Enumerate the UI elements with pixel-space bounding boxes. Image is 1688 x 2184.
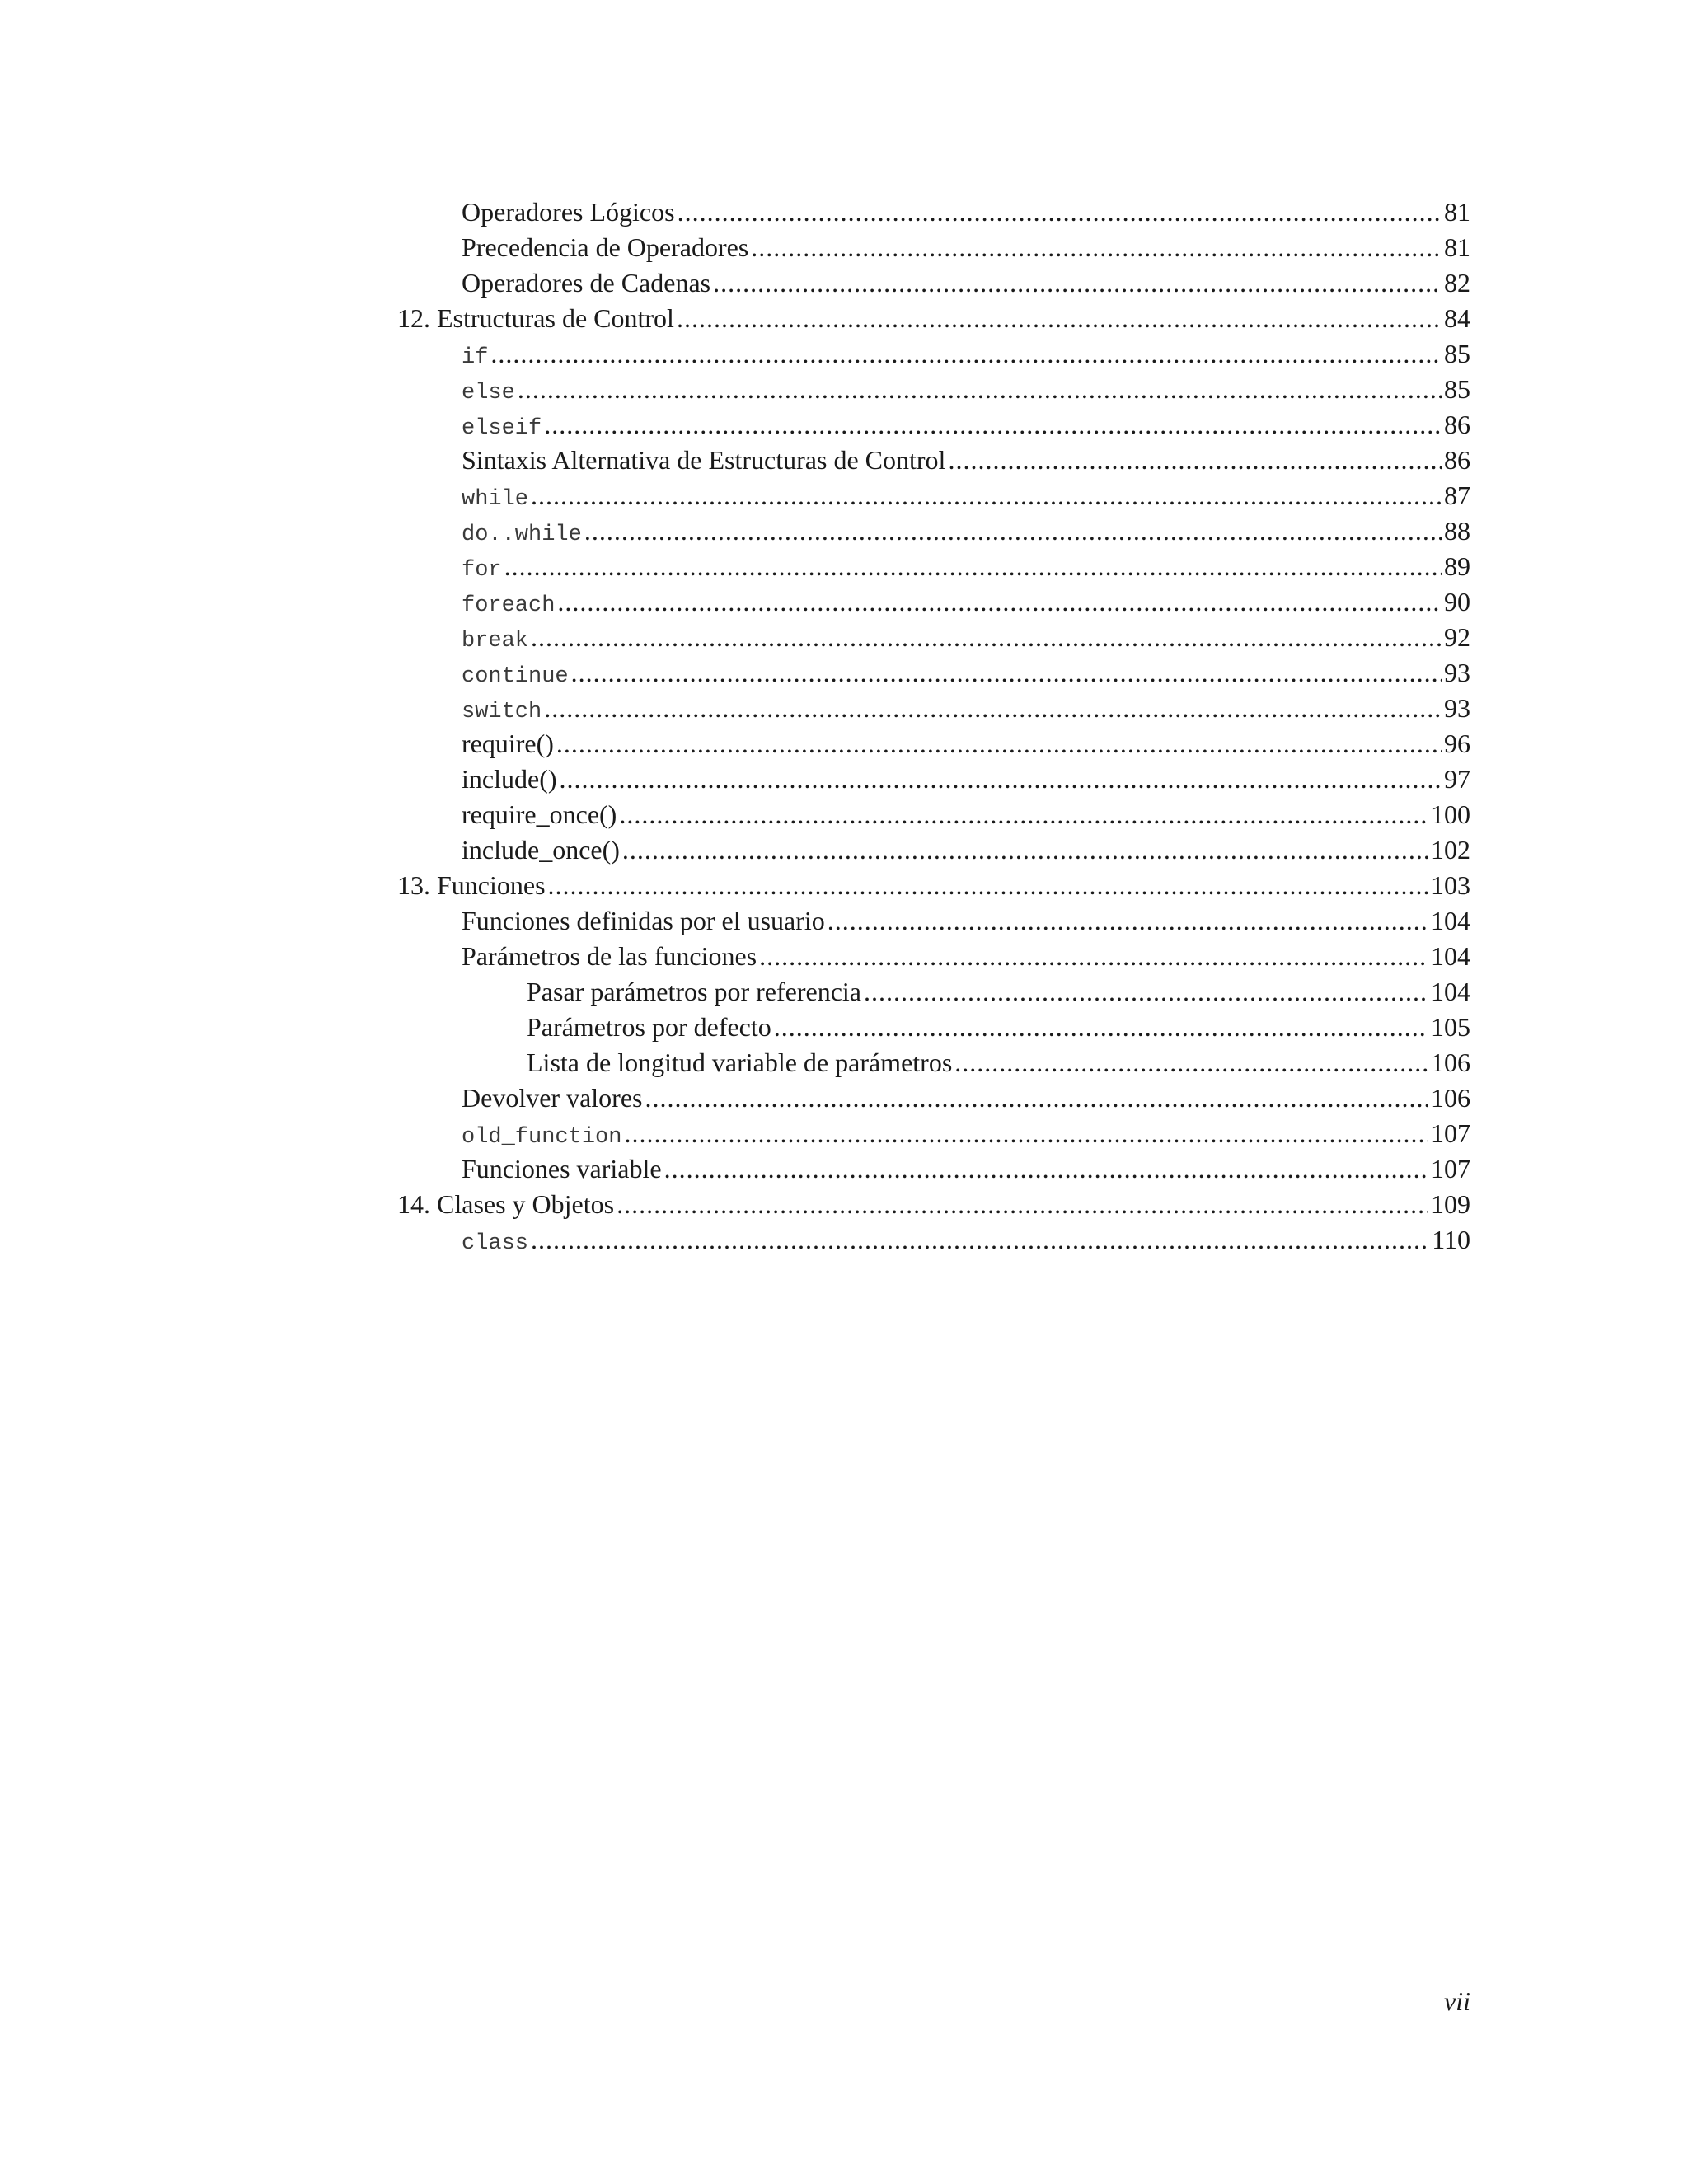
toc-entry-title: class bbox=[462, 1231, 529, 1256]
toc-dot-leader bbox=[954, 1045, 1428, 1080]
toc-entry-page: 82 bbox=[1444, 268, 1470, 298]
toc-entry[interactable] bbox=[462, 762, 1470, 797]
toc-entry-page: 87 bbox=[1444, 480, 1470, 510]
toc-dot-leader bbox=[531, 478, 1442, 513]
toc-dot-leader bbox=[560, 762, 1442, 797]
toc-entry[interactable] bbox=[462, 691, 1470, 726]
toc-entry[interactable] bbox=[462, 620, 1470, 655]
toc-entry-title: else bbox=[462, 381, 515, 405]
toc-dot-leader bbox=[548, 868, 1428, 903]
toc-entry[interactable] bbox=[462, 549, 1470, 584]
toc-entry-page: 84 bbox=[1444, 303, 1470, 333]
toc-entry-page: 81 bbox=[1444, 197, 1470, 227]
toc-entry-title: 14. Clases y Objetos bbox=[397, 1189, 615, 1219]
toc-dot-leader bbox=[751, 230, 1442, 265]
toc-dot-leader bbox=[678, 194, 1442, 230]
toc-entry-page: 81 bbox=[1444, 232, 1470, 262]
toc-entry[interactable] bbox=[462, 1080, 1470, 1116]
toc-dot-leader bbox=[624, 1116, 1428, 1151]
toc-entry-title: break bbox=[462, 629, 529, 654]
toc-entry-title: foreach bbox=[462, 593, 556, 618]
toc-entry-title: 13. Funciones bbox=[397, 870, 546, 900]
toc-entry[interactable] bbox=[397, 1187, 1470, 1222]
toc-entry[interactable] bbox=[462, 513, 1470, 549]
toc-entry-title: Devolver valores bbox=[462, 1083, 643, 1113]
toc-entry[interactable] bbox=[462, 655, 1470, 691]
toc-entry-title: Precedencia de Operadores bbox=[462, 232, 749, 262]
toc-entry-page: 86 bbox=[1444, 410, 1470, 439]
toc-entry[interactable] bbox=[462, 584, 1470, 620]
toc-entry-page: 92 bbox=[1444, 622, 1470, 652]
page-number: vii bbox=[1444, 1986, 1470, 2016]
toc-dot-leader bbox=[774, 1010, 1428, 1045]
toc-dot-leader bbox=[518, 372, 1442, 407]
toc-entry-page: 97 bbox=[1444, 764, 1470, 794]
toc-entry-title: while bbox=[462, 487, 529, 512]
toc-entry[interactable] bbox=[462, 194, 1470, 230]
toc-entry[interactable] bbox=[397, 868, 1470, 903]
toc-entry-page: 96 bbox=[1444, 729, 1470, 758]
toc-entry[interactable] bbox=[462, 230, 1470, 265]
toc-entry-title: require_once() bbox=[462, 799, 617, 829]
toc-entry[interactable] bbox=[527, 1045, 1470, 1080]
toc-entry-title: Parámetros por defecto bbox=[527, 1012, 771, 1042]
toc-dot-leader bbox=[556, 726, 1442, 762]
toc-dot-leader bbox=[617, 1187, 1428, 1222]
toc-entry-title: Lista de longitud variable de parámetros bbox=[527, 1047, 953, 1077]
toc-entry-page: 105 bbox=[1431, 1012, 1470, 1042]
toc-entry[interactable] bbox=[462, 407, 1470, 443]
toc-entry-page: 109 bbox=[1431, 1189, 1470, 1219]
toc-dot-leader bbox=[584, 513, 1442, 549]
toc-dot-leader bbox=[828, 903, 1428, 939]
toc-entry[interactable] bbox=[527, 974, 1470, 1010]
toc-dot-leader bbox=[619, 797, 1428, 832]
toc-dot-leader bbox=[531, 620, 1442, 655]
toc-entry-title: Parámetros de las funciones bbox=[462, 941, 757, 971]
toc-entry-page: 100 bbox=[1431, 799, 1470, 829]
toc-entry-title: Funciones variable bbox=[462, 1154, 662, 1183]
toc-entry-page: 85 bbox=[1444, 374, 1470, 404]
toc-entry-title: if bbox=[462, 345, 489, 370]
toc-entry-page: 104 bbox=[1431, 977, 1470, 1006]
toc-entry-page: 90 bbox=[1444, 587, 1470, 616]
toc-entry-title: Sintaxis Alternativa de Estructuras de Control bbox=[462, 445, 946, 475]
toc-entry-title: Funciones definidas por el usuario bbox=[462, 906, 825, 935]
toc-entry-page: 104 bbox=[1431, 941, 1470, 971]
toc-entry-page: 85 bbox=[1444, 339, 1470, 368]
toc-entry-page: 102 bbox=[1431, 835, 1470, 865]
toc-entry-page: 106 bbox=[1431, 1083, 1470, 1113]
toc-entry-page: 107 bbox=[1431, 1154, 1470, 1183]
toc-entry-title: for bbox=[462, 558, 502, 583]
toc-entry-title: Pasar parámetros por referencia bbox=[527, 977, 861, 1006]
toc-entry[interactable] bbox=[527, 1010, 1470, 1045]
toc-entry-page: 103 bbox=[1431, 870, 1470, 900]
toc-entry[interactable] bbox=[462, 336, 1470, 372]
toc-entry[interactable] bbox=[462, 797, 1470, 832]
toc-entry-page: 88 bbox=[1444, 516, 1470, 546]
toc-entry-title: include_once() bbox=[462, 835, 620, 865]
toc-dot-leader bbox=[645, 1080, 1428, 1116]
toc-entry[interactable] bbox=[462, 372, 1470, 407]
toc-entry[interactable] bbox=[462, 1151, 1470, 1187]
toc-entry-page: 86 bbox=[1444, 445, 1470, 475]
toc-entry-page: 104 bbox=[1431, 906, 1470, 935]
toc-entry-title: require() bbox=[462, 729, 554, 758]
toc-entry[interactable] bbox=[462, 443, 1470, 478]
toc-dot-leader bbox=[544, 691, 1442, 726]
toc-entry-title: old_function bbox=[462, 1125, 622, 1150]
toc-entry-title: 12. Estructuras de Control bbox=[397, 303, 674, 333]
toc-entry[interactable] bbox=[462, 903, 1470, 939]
toc-dot-leader bbox=[531, 1222, 1429, 1258]
toc-entry-title: Operadores de Cadenas bbox=[462, 268, 711, 298]
toc-entry[interactable] bbox=[462, 1116, 1470, 1151]
toc-entry[interactable] bbox=[462, 726, 1470, 762]
toc-dot-leader bbox=[759, 939, 1428, 974]
toc-entry-title: Operadores Lógicos bbox=[462, 197, 675, 227]
toc-entry-page: 106 bbox=[1431, 1047, 1470, 1077]
toc-entry[interactable] bbox=[462, 939, 1470, 974]
toc-dot-leader bbox=[504, 549, 1442, 584]
toc-dot-leader bbox=[713, 265, 1442, 301]
toc-dot-leader bbox=[571, 655, 1442, 691]
toc-entry-title: continue bbox=[462, 664, 569, 689]
toc-entry-title: elseif bbox=[462, 416, 542, 441]
toc-dot-leader bbox=[948, 443, 1442, 478]
toc-entry[interactable] bbox=[462, 265, 1470, 301]
toc-dot-leader bbox=[557, 584, 1442, 620]
toc-entry-page: 93 bbox=[1444, 658, 1470, 687]
toc-entry-title: do..while bbox=[462, 523, 582, 547]
toc-dot-leader bbox=[490, 336, 1442, 372]
toc-entry-page: 93 bbox=[1444, 693, 1470, 723]
toc-dot-leader bbox=[544, 407, 1442, 443]
toc-dot-leader bbox=[677, 301, 1442, 336]
toc-entry-page: 107 bbox=[1431, 1118, 1470, 1148]
toc-entry[interactable] bbox=[397, 301, 1470, 336]
toc-entry-page: 89 bbox=[1444, 551, 1470, 581]
toc-entry-title: switch bbox=[462, 700, 542, 724]
toc-entry[interactable] bbox=[462, 478, 1470, 513]
toc-entry[interactable] bbox=[462, 1222, 1470, 1258]
toc-dot-leader bbox=[622, 832, 1428, 868]
toc-dot-leader bbox=[864, 974, 1428, 1010]
toc-entry-title: include() bbox=[462, 764, 557, 794]
toc-dot-leader bbox=[664, 1151, 1428, 1187]
toc-entry-page: 110 bbox=[1432, 1225, 1470, 1254]
toc-entry[interactable] bbox=[462, 832, 1470, 868]
